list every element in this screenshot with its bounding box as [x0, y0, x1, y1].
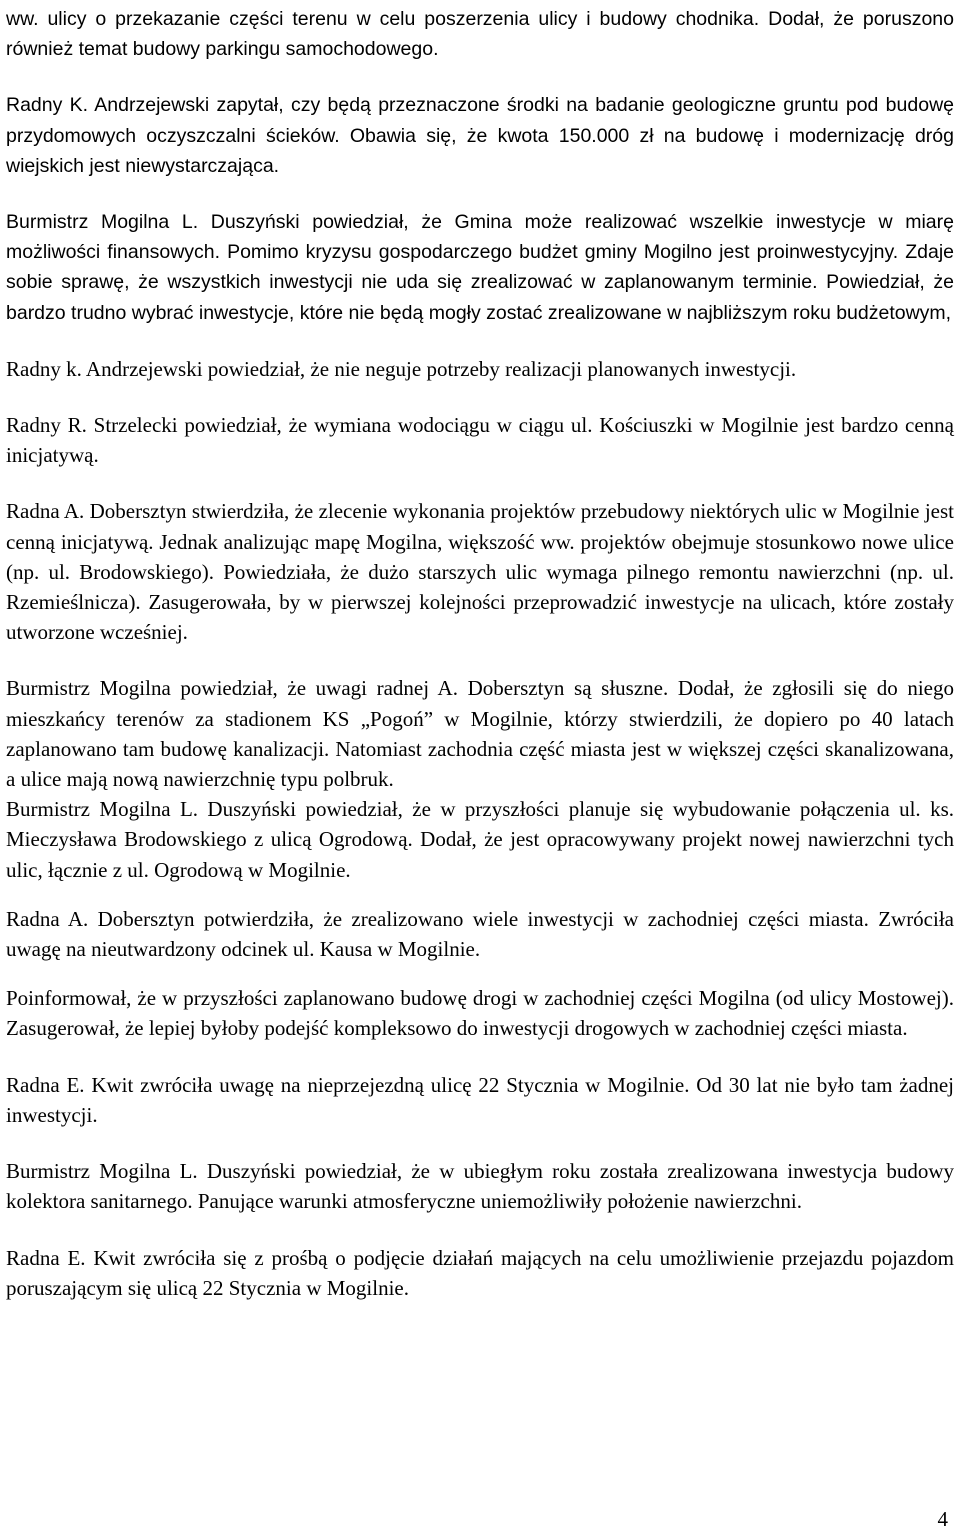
paragraph-5: Radny R. Strzelecki powiedział, że wymiana wodociągu w ciągu ul. Kościuszki w Mogilnie jest bardzo cenną inicjatywą. [6, 413, 954, 468]
paragraph-9: Radna A. Dobersztyn potwierdziła, że zrealizowano wiele inwestycji w zachodniej części miasta. Zwróciła uwagę na nieutwardzony odcinek ul. Kausa w Mogilnie. [6, 906, 954, 962]
document-page [6, 0, 954, 1537]
paragraph-3: Burmistrz Mogilna L. Duszyński powiedział, że Gmina może realizować wszelkie inwestycje w miarę możliwości finansowych. Pomimo kryzysu gospodarczego budżet gminy Mogilno jest proinwestycyjny. Zdaje sobie sprawę, że wszystkich inwestycji nie uda się zrealizować w zaplanowanym terminie. Powiedział, że bardzo trudno wybrać inwestycje, które nie będą mogły zostać zrealizowane w najbliższym roku budżetowym, [6, 211, 954, 324]
paragraph-2: Radny K. Andrzejewski zapytał, czy będą przeznaczone środki na badanie geologiczne gruntu pod budowę przydomowych oczyszczalni ścieków. Obawia się, że kwota 150.000 zł na budowę i modernizację dróg wiejskich jest niewystarczająca. [6, 94, 954, 177]
paragraph-11: Radna E. Kwit zwróciła uwagę na nieprzejezdną ulicę 22 Stycznia w Mogilnie. Od 30 lat nie było tam żadnej inwestycji. [6, 1072, 954, 1127]
paragraph-12: Burmistrz Mogilna L. Duszyński powiedział, że w ubiegłym roku została zrealizowana inwestycja budowy kolektora sanitarnego. Panujące warunki atmosferyczne uniemożliwiły położenie nawierzchni. [6, 1159, 954, 1214]
paragraph-4: Radny k. Andrzejewski powiedział, że nie neguje potrzeby realizacji planowanych inwestycji. [6, 356, 797, 381]
paragraph-6: Radna A. Dobersztyn stwierdziła, że zlecenie wykonania projektów przebudowy niektórych ulic w Mogilnie jest cenną inicjatywą. Jednak analizując mapę Mogilna, większość ww. projektów obejmuje stosunkowo nowe ulice (np. ul. Brodowskiego). Powiedziała, że dużo starszych ulic wymaga pilnego remontu nawierzchni (np. ul. Rzemieślnicza). Zasugerowała, by w pierwszej kolejności przeprowadzić inwestycje na ulicach, które zostały utworzone wcześniej. [6, 499, 954, 645]
paragraph-10: Poinformował, że w przyszłości zaplanowano budowę drogi w zachodniej części Mogilna (od ulicy Mostowej). Zasugerował, że lepiej byłoby podejść kompleksowo do inwestycji drogowych w zachodniej części miasta. [6, 986, 954, 1041]
paragraph-7: Burmistrz Mogilna powiedział, że uwagi radnej A. Dobersztyn są słuszne. Dodał, że zgłosili się do niego mieszkańcy terenów za stadionem KS „Pogoń” w Mogilnie, którzy stwierdzili, że dopiero po 40 latach zaplanowano tam budowę kanalizacji. Natomiast zachodnia część miasta jest w większej części skanalizowana, a ulice mają nową nawierzchnię typu polbruk. [6, 676, 954, 792]
document-body [6, 4, 954, 1303]
paragraph-13: Radna E. Kwit zwróciła się z prośbą o podjęcie działań mających na celu umożliwienie przejazdu pojazdom poruszającym się ulicą 22 Stycznia w Mogilnie. [6, 1245, 954, 1300]
page-number: 4 [937, 1507, 948, 1531]
paragraph-8: Burmistrz Mogilna L. Duszyński powiedział, że w przyszłości planuje się wybudowanie połączenia ul. ks. Mieczysława Brodowskiego z ulicą Ogrodową. Dodał, że jest opracowywany projekt nowej nawierzchni tych ulic, łącznie z ul. Ogrodową w Mogilnie. [6, 797, 954, 882]
paragraph-1: ww. ulicy o przekazanie części terenu w celu poszerzenia ulicy i budowy chodnika. Dodał, że poruszono również temat budowy parkingu samochodowego. [6, 8, 954, 61]
